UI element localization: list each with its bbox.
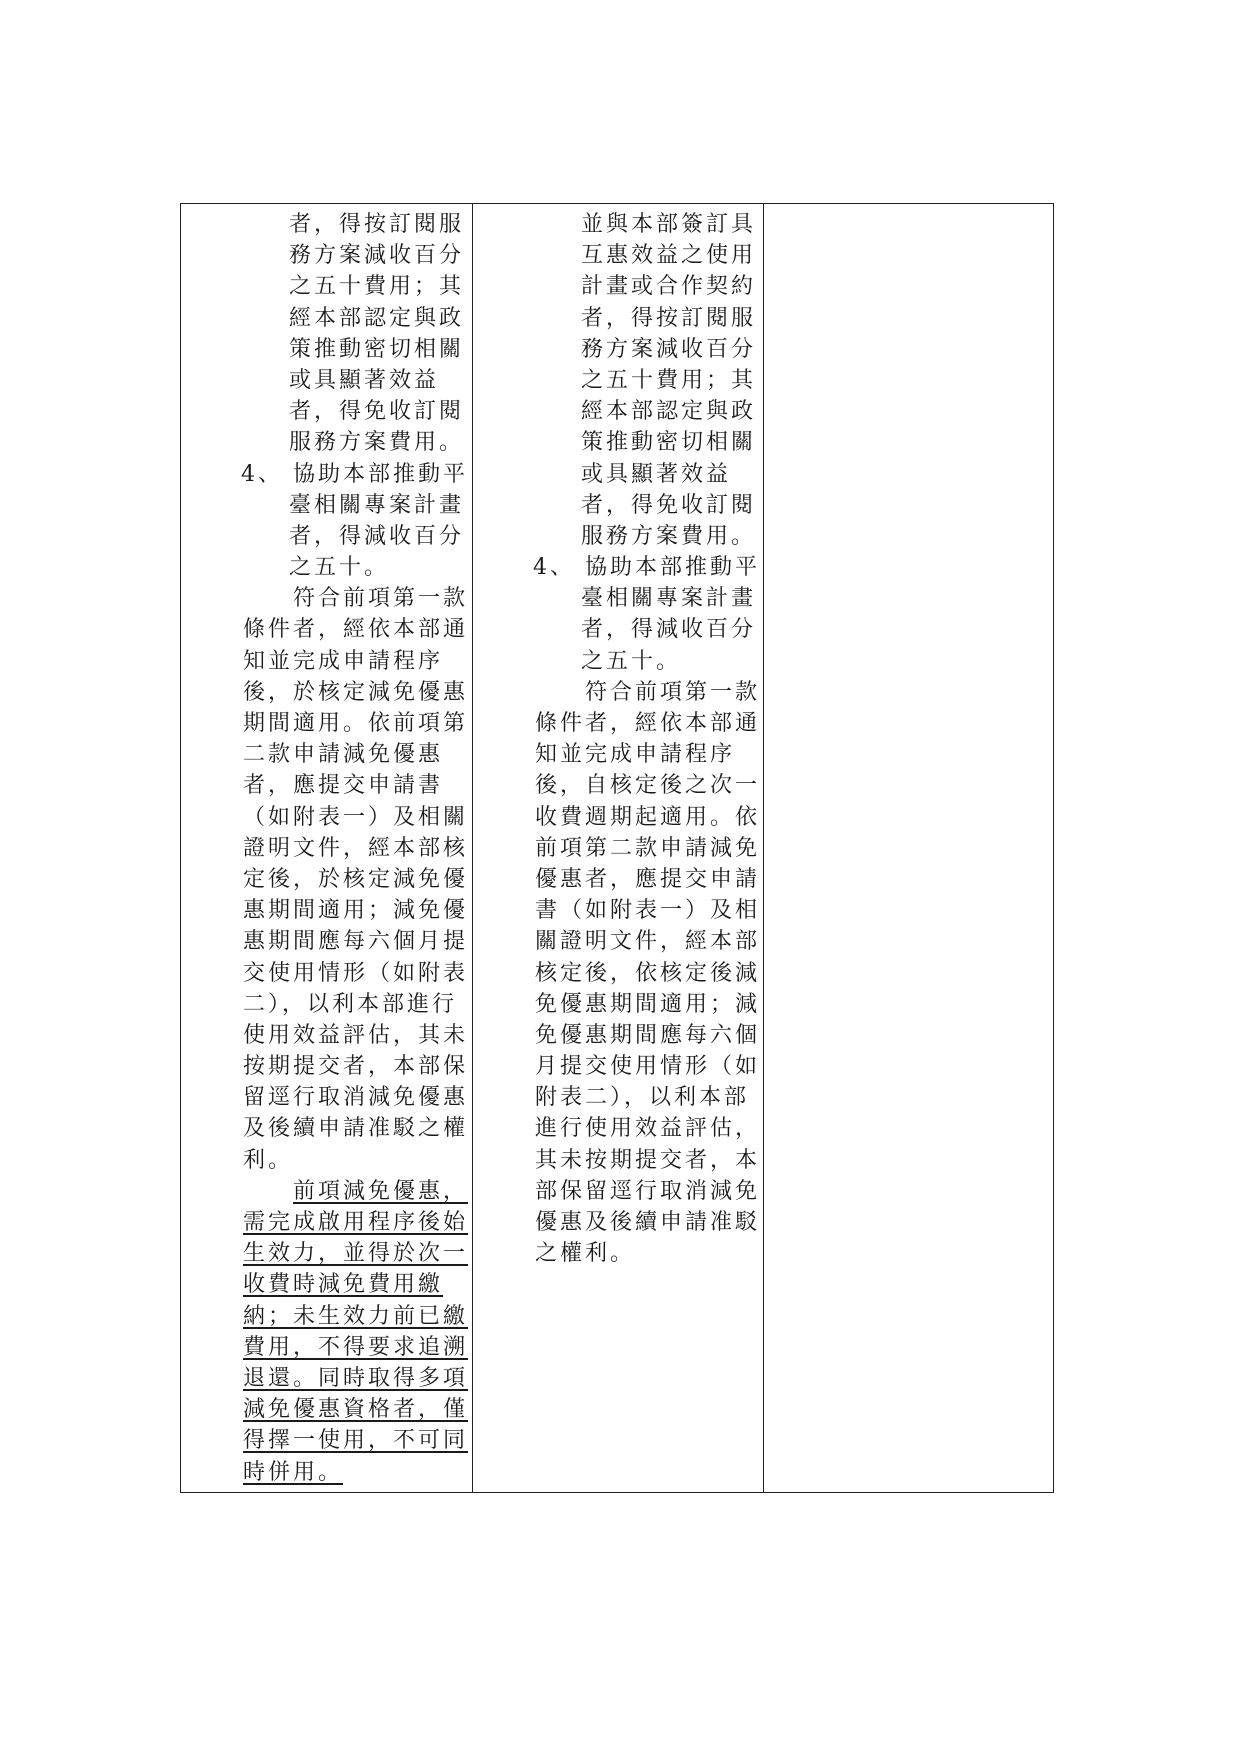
text-line: 者，得按訂閱服 xyxy=(581,305,757,331)
text-line: 交使用情形（如附表 xyxy=(243,960,469,986)
comparison-table xyxy=(180,203,1054,1493)
text-line: 經本部認定與政 xyxy=(289,305,465,331)
list-item-4: 4、 協助本部推動平 xyxy=(241,461,468,487)
text-line: 條件者，經依本部通 xyxy=(243,617,469,643)
text-line: 收費週期起適用。依 xyxy=(535,804,761,830)
text-line: 經本部認定與政 xyxy=(581,399,757,425)
text-line: 之權利。 xyxy=(535,1241,636,1267)
text-line: 按期提交者，本部保 xyxy=(243,1054,469,1080)
text-line: 或具顯著效益 xyxy=(581,461,732,487)
text-line: 後，自核定後之次一 xyxy=(535,773,761,799)
text-line: 及後續申請准駁之權 xyxy=(243,1116,469,1142)
text-line: 之五十費用；其 xyxy=(581,367,757,393)
underlined-text-line: 減免優惠資格者，僅 xyxy=(243,1397,469,1423)
text-line: 臺相關專案計畫 xyxy=(289,492,465,518)
text-line: 知並完成申請程序 xyxy=(535,742,736,768)
text-line: 策推動密切相關 xyxy=(289,336,465,362)
text-line: 務方案減收百分 xyxy=(581,336,757,362)
text-line: 定後，於核定減免優 xyxy=(243,866,469,892)
text-line: 附表二），以利本部 xyxy=(535,1085,750,1111)
text-line: 關證明文件，經本部 xyxy=(535,929,761,955)
text-line: 月提交使用情形（如 xyxy=(535,1054,761,1080)
text-line: 臺相關專案計畫 xyxy=(581,586,757,612)
paragraph-start: 符合前項第一款 xyxy=(585,679,761,705)
text-line: 服務方案費用。 xyxy=(581,523,757,549)
text-line: 者，得免收訂閱 xyxy=(289,399,465,425)
text-line: 者，應提交申請書 xyxy=(243,773,444,799)
text-line: 或具顯著效益 xyxy=(289,367,440,393)
text-line: 書（如附表一）及相 xyxy=(535,898,761,924)
text-line: 優惠及後續申請准駁 xyxy=(535,1210,761,1235)
text-line: 核定後，依核定後減 xyxy=(535,960,761,986)
underlined-text-line: 退還。同時取得多項 xyxy=(243,1365,469,1391)
underlined-text-line: 收費時減免費用繳 xyxy=(243,1272,444,1298)
text-line: 免優惠期間適用；減 xyxy=(535,991,761,1017)
text-line: 計畫或合作契約 xyxy=(581,274,757,300)
paragraph-start: 符合前項第一款 xyxy=(293,586,469,612)
text-line: 惠期間適用；減免優 xyxy=(243,898,469,924)
text-line: 並與本部簽訂具 xyxy=(581,212,757,237)
table-cell-current-text xyxy=(473,204,764,1492)
underlined-text-line: 生效力，並得於次一 xyxy=(243,1241,469,1267)
underlined-text-line: 得擇一使用，不可同 xyxy=(243,1428,469,1454)
text-line: 者，得減收百分 xyxy=(581,617,757,643)
text-line: 利。 xyxy=(243,1147,294,1173)
text-line: 條件者，經依本部通 xyxy=(535,711,761,736)
text-line: 二），以利本部進行 xyxy=(243,991,458,1017)
text-line: 後，於核定減免優惠 xyxy=(243,679,469,705)
text-line: 二款申請減免優惠 xyxy=(243,742,444,768)
text-line: 部保留逕行取消減免 xyxy=(535,1178,761,1204)
text-line: 留逕行取消減免優惠 xyxy=(243,1085,469,1111)
cell-text-col1 xyxy=(181,209,472,1488)
text-line: 免優惠期間應每六個 xyxy=(535,1022,761,1048)
text-line: 使用效益評估，其未 xyxy=(243,1022,469,1048)
text-line: 者，得減收百分 xyxy=(289,523,465,549)
text-line: 者，得按訂閱服 xyxy=(289,212,465,237)
underlined-paragraph-start: 前項減免優惠， xyxy=(293,1178,469,1204)
underlined-text-line: 納；未生效力前已繳 xyxy=(243,1303,469,1329)
text-line: 其未按期提交者，本 xyxy=(535,1147,761,1173)
text-line: 前項第二款申請減免 xyxy=(535,835,761,861)
text-line: 惠期間應每六個月提 xyxy=(243,929,469,955)
underlined-text-line: 費用，不得要求追溯 xyxy=(243,1334,469,1360)
text-line: 互惠效益之使用 xyxy=(581,243,757,269)
text-line: （如附表一）及相關 xyxy=(243,804,469,830)
text-line: 之五十費用；其 xyxy=(289,274,465,300)
table-cell-explanation xyxy=(764,204,1053,1492)
text-line: 務方案減收百分 xyxy=(289,243,465,269)
text-line: 進行使用效益評估， xyxy=(535,1116,761,1142)
cell-text-col2 xyxy=(473,209,763,1269)
table-cell-amended-text xyxy=(181,204,473,1492)
text-line: 之五十。 xyxy=(289,555,390,581)
text-line: 知並完成申請程序 xyxy=(243,648,444,674)
underlined-text-line: 需完成啟用程序後始 xyxy=(243,1210,469,1235)
text-line: 服務方案費用。 xyxy=(289,430,465,456)
text-line: 者，得免收訂閱 xyxy=(581,492,757,518)
underlined-text-line: 時併用。 xyxy=(243,1459,344,1485)
text-line: 優惠者，應提交申請 xyxy=(535,866,761,892)
text-line: 策推動密切相關 xyxy=(581,430,757,456)
text-line: 之五十。 xyxy=(581,648,682,674)
text-line: 證明文件，經本部核 xyxy=(243,835,469,861)
text-line: 期間適用。依前項第 xyxy=(243,711,469,736)
list-item-4: 4、 協助本部推動平 xyxy=(533,555,760,581)
